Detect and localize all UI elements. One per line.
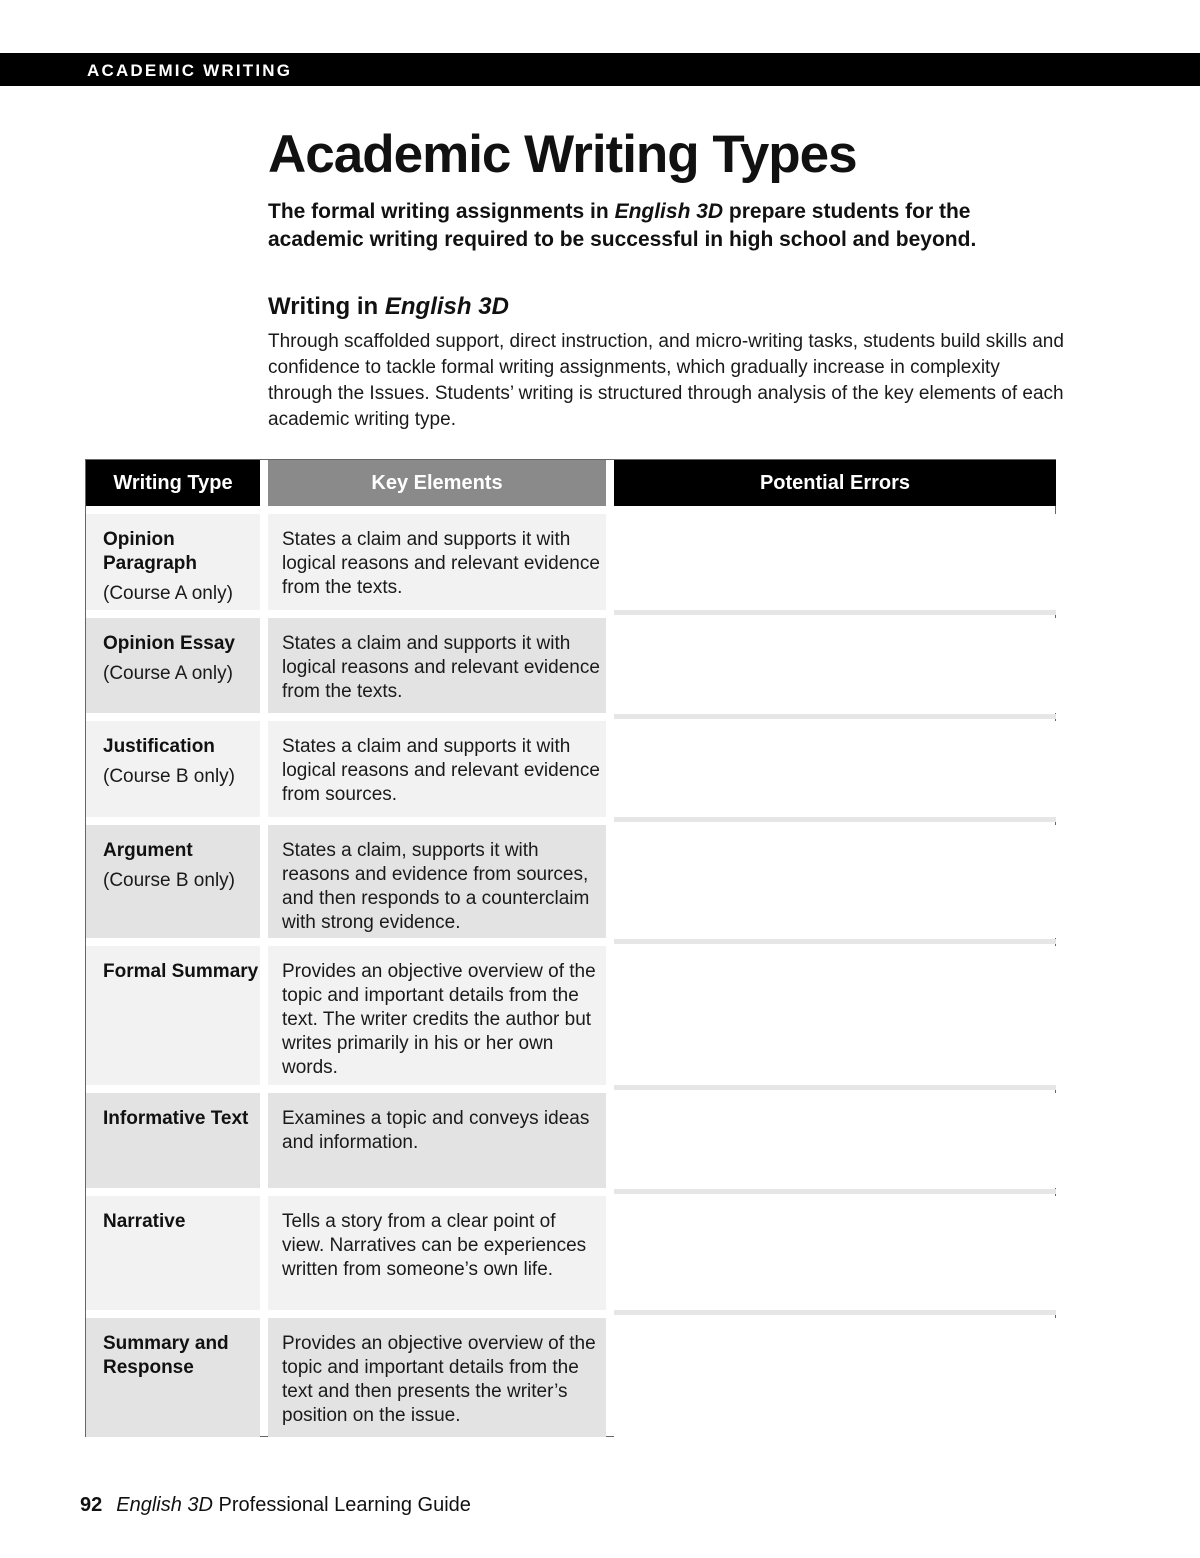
key-elements-cell xyxy=(268,1318,606,1437)
section-heading-book: English 3D xyxy=(384,293,509,320)
potential-errors-cell[interactable] xyxy=(614,946,1056,1085)
writing-type-cell xyxy=(86,721,260,817)
intro-paragraph xyxy=(268,198,1068,254)
page-footer xyxy=(80,1494,471,1517)
intro-text-start: The formal writing assignments in xyxy=(268,200,615,223)
table-row xyxy=(86,825,1056,938)
writing-type-name: Formal Summary xyxy=(103,961,259,982)
potential-errors-cell[interactable] xyxy=(614,1196,1056,1310)
row-divider xyxy=(614,1085,1056,1090)
intro-text-end: prepare students for the academic writing required to be successful in high school and beyond. xyxy=(268,200,977,251)
table-row xyxy=(86,1196,1056,1310)
writing-type-cell xyxy=(86,1318,260,1437)
writing-type-name: Summary and Response xyxy=(103,1333,229,1378)
page-title: Academic Writing Types xyxy=(268,125,857,184)
writing-type-name: Justification xyxy=(103,736,215,757)
row-divider xyxy=(614,939,1056,944)
table-row xyxy=(86,1318,1056,1437)
key-elements-cell xyxy=(268,825,606,938)
row-divider xyxy=(614,714,1056,719)
header-potential-errors: Potential Errors xyxy=(614,460,1056,506)
key-elements-cell xyxy=(268,618,606,713)
key-elements-text: States a claim and supports it with logical reasons and relevant evidence from the texts. xyxy=(282,529,600,598)
key-elements-cell xyxy=(268,514,606,610)
writing-type-cell xyxy=(86,1196,260,1310)
potential-errors-cell[interactable] xyxy=(614,721,1056,817)
key-elements-text: Provides an objective overview of the topic and important details from the text and then presents the writer’s position on the issue. xyxy=(282,1333,596,1426)
writing-type-name: Narrative xyxy=(103,1211,186,1232)
key-elements-text: Examines a topic and conveys ideas and information. xyxy=(282,1108,590,1153)
writing-type-name: Argument xyxy=(103,840,193,861)
writing-type-note: (Course A only) xyxy=(103,663,233,684)
writing-type-note: (Course A only) xyxy=(103,583,233,604)
footer-guide-title: Professional Learning Guide xyxy=(212,1494,471,1516)
table-row xyxy=(86,721,1056,817)
table-row xyxy=(86,1093,1056,1188)
key-elements-cell xyxy=(268,946,606,1085)
intro-book-title: English 3D xyxy=(614,200,724,223)
writing-type-cell xyxy=(86,618,260,713)
writing-type-note: (Course B only) xyxy=(103,870,235,891)
section-banner-label: ACADEMIC WRITING xyxy=(87,61,293,80)
footer-book-title: English 3D xyxy=(116,1494,213,1516)
row-divider xyxy=(614,1310,1056,1315)
writing-type-note: (Course B only) xyxy=(103,766,235,787)
writing-type-cell xyxy=(86,1093,260,1188)
writing-type-name: Informative Text xyxy=(103,1108,249,1129)
key-elements-cell xyxy=(268,1196,606,1310)
potential-errors-cell[interactable] xyxy=(614,1318,1056,1437)
writing-types-table xyxy=(85,459,1056,1437)
writing-type-cell xyxy=(86,514,260,610)
section-heading xyxy=(268,293,509,321)
key-elements-text: Provides an objective overview of the topic and important details from the text. The writer credits the author but writes primarily in his or her own words. xyxy=(282,961,596,1078)
key-elements-cell xyxy=(268,1093,606,1188)
table-row xyxy=(86,514,1056,610)
row-divider xyxy=(614,817,1056,822)
potential-errors-cell[interactable] xyxy=(614,825,1056,938)
key-elements-text: States a claim and supports it with logical reasons and relevant evidence from the texts. xyxy=(282,633,600,702)
writing-type-name: Opinion Essay xyxy=(103,633,235,654)
key-elements-cell xyxy=(268,721,606,817)
section-banner xyxy=(0,53,1200,86)
row-divider xyxy=(614,1189,1056,1194)
potential-errors-cell[interactable] xyxy=(614,514,1056,610)
potential-errors-cell[interactable] xyxy=(614,618,1056,713)
writing-type-cell xyxy=(86,825,260,938)
page-number: 92 xyxy=(80,1494,103,1516)
writing-type-name: Opinion Paragraph xyxy=(103,529,197,574)
header-key-elements: Key Elements xyxy=(268,460,606,506)
writing-type-cell xyxy=(86,946,260,1085)
key-elements-text: States a claim, supports it with reasons and evidence from sources, and then responds to a counterclaim with strong evidence. xyxy=(282,840,590,933)
section-heading-prefix: Writing in xyxy=(268,293,385,320)
row-divider xyxy=(614,610,1056,615)
key-elements-text: States a claim and supports it with logical reasons and relevant evidence from sources. xyxy=(282,736,600,805)
potential-errors-cell[interactable] xyxy=(614,1093,1056,1188)
section-body: Through scaffolded support, direct instruction, and micro-writing tasks, students build skills and confidence to tackle formal writing assignments, which gradually increase in complexity through the Issues. Students’ writing is structured through analysis of the key elements of each academic writing type. xyxy=(268,331,1064,430)
table-row xyxy=(86,946,1056,1085)
table-row xyxy=(86,618,1056,713)
header-writing-type: Writing Type xyxy=(86,460,260,506)
key-elements-text: Tells a story from a clear point of view. Narratives can be experiences written from someone’s own life. xyxy=(282,1211,587,1280)
